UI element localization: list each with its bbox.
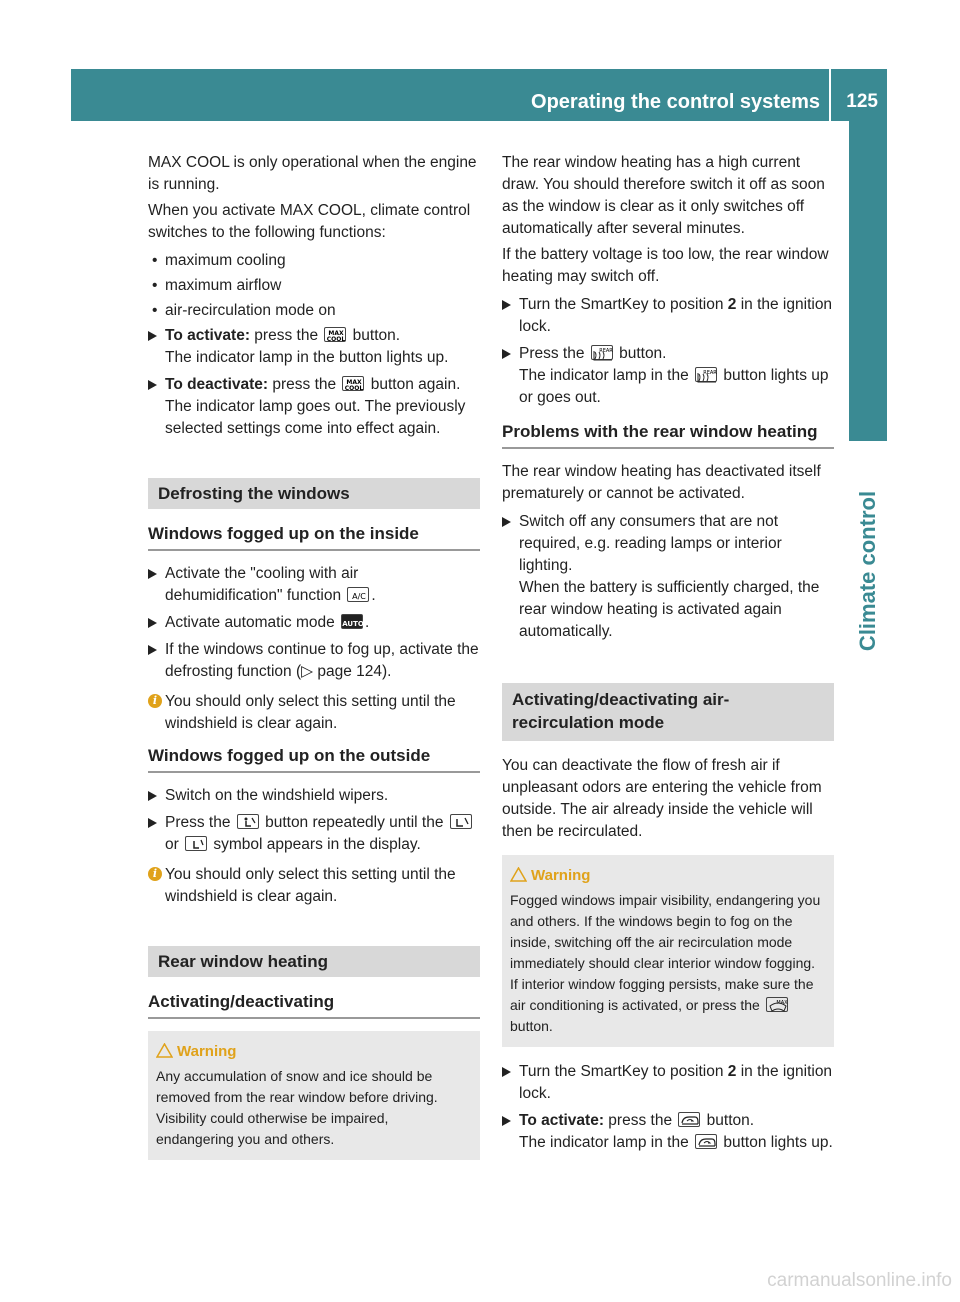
max-cool-button-icon [342,376,364,391]
list-item: • maximum cooling [148,250,480,272]
step-arrow-icon [502,1067,511,1077]
side-tab [849,121,887,441]
subsection-heading: Activating/deactivating [148,991,480,1019]
warning-box [148,1031,480,1160]
instruction-step: Activate automatic mode AUTO . [148,612,480,634]
info-note: i You should only select this setting until the windshield is clear again. [148,864,480,908]
paragraph: You can deactivate the flow of fresh air if unpleasant odors are entering the vehicle from outside. The air already inside the vehicle will then be recirculated. [502,757,822,840]
max-cool-button-icon [324,327,346,342]
warning-text: Fogged windows impair visibility, endangering you and others. If the windows begin to fog on the inside, switching off the air recirculation mode immediately should clear interior window fogging. If interior window fogging persists, make sure the air conditioning is activated, or press the MAX button. [510,892,821,1034]
instruction-step: Switch off any consumers that are not required, e.g. reading lamps or interior lighting. When the battery is sufficiently charged, the rear window heating is activated again automatically. [502,511,834,643]
step-arrow-icon [148,618,157,628]
svg-text:COOL: COOL [327,336,346,343]
step-arrow-icon [148,569,157,579]
section-heading: Defrosting the windows [148,478,480,509]
air-distribution-icon [237,814,259,829]
step-arrow-icon [502,1116,511,1126]
windshield-defrost-max-icon [766,997,788,1012]
air-flow-windshield-footwell-icon [185,836,207,851]
air-recirculation-icon [695,1134,717,1149]
air-flow-windshield-icon [450,814,472,829]
instruction-step: To activate: press the button. The indicator lamp in the button lights up. [502,1110,834,1154]
step-arrow-icon [148,645,157,655]
svg-text:MAX: MAX [776,1000,788,1006]
instruction-step: Switch on the windshield wipers. [148,785,480,807]
step-arrow-icon [502,349,511,359]
list-item: • air-recirculation mode on [148,300,480,322]
warning-title: Warning [510,865,822,886]
rear-window-heating-icon [591,345,613,360]
paragraph: The rear window heating has a high current draw. You should therefore switch it off as soon as the window is clear as it only switches off automatically after several minutes. [502,154,825,237]
instruction-step: Press the button repeatedly until the or symbol appears in the display. [148,812,480,856]
auto-button-icon [341,614,363,629]
paragraph: If the battery voltage is too low, the rear window heating may switch off. [502,246,829,285]
subsection-heading: Problems with the rear window heating [502,421,834,449]
section-heading: Activating/deactivating air-recirculation mode [502,683,834,741]
step-arrow-icon [148,818,157,828]
header-divider [829,69,831,121]
step-arrow-icon [502,517,511,527]
info-note: i You should only select this setting until the windshield is clear again. [148,691,480,735]
step-arrow-icon [148,331,157,341]
watermark: carmanualsonline.info [767,1270,952,1291]
page-header [71,69,887,121]
step-arrow-icon [148,791,157,801]
list-item: • maximum airflow [148,275,480,297]
paragraph: MAX COOL is only operational when the engine is running. [148,154,477,193]
warning-title: Warning [156,1041,468,1062]
header-title: Operating the control systems [531,91,820,113]
info-icon: i [148,694,162,708]
svg-text:COOL: COOL [345,385,364,392]
warning-triangle-icon [510,867,527,882]
svg-text:REAR: REAR [599,348,613,354]
rear-window-heating-icon [695,367,717,382]
warning-text: Any accumulation of snow and ice should be removed from the rear window before driving. Visibility could otherwise be impaired, endangering you and others. [156,1068,438,1147]
instruction-step: Activate the "cooling with air dehumidification" function A/C . [148,563,480,607]
step-arrow-icon [148,380,157,390]
svg-text:MAX: MAX [328,330,344,337]
page-number: 125 [846,91,878,112]
svg-text:MAX: MAX [346,379,363,386]
instruction-step: To deactivate: press the MAX COOL button again. The indicator lamp goes out. The previously selected settings come into effect again. [148,374,480,440]
paragraph: The rear window heating has deactivated itself prematurely or cannot be activated. [502,463,821,502]
right-column [502,152,834,1159]
svg-text:REAR: REAR [703,370,717,376]
warning-box [502,855,834,1047]
instruction-step: Press the REAR button. The indicator lamp in the REAR button lights up or goes out. [502,343,834,409]
paragraph: When you activate MAX COOL, climate control switches to the following functions: [148,202,471,241]
subsection-heading: Windows fogged up on the inside [148,523,480,551]
left-column [148,152,480,1174]
ac-button-icon [347,587,369,602]
subsection-heading: Windows fogged up on the outside [148,745,480,773]
air-recirculation-icon [678,1112,700,1127]
instruction-step: Turn the SmartKey to position 2 in the ignition lock. [502,1061,834,1105]
svg-text:A/C: A/C [352,592,367,601]
svg-text:AUTO: AUTO [342,620,364,628]
side-section-label: Climate control [855,490,880,652]
instruction-step: To activate: press the MAX COOL button. The indicator lamp in the button lights up. [148,325,480,369]
step-arrow-icon [502,300,511,310]
info-icon: i [148,867,162,881]
section-heading: Rear window heating [148,946,480,977]
warning-triangle-icon [156,1043,173,1058]
instruction-step: If the windows continue to fog up, activate the defrosting function (▷ page 124). [148,639,480,683]
instruction-step: Turn the SmartKey to position 2 in the ignition lock. [502,294,834,338]
